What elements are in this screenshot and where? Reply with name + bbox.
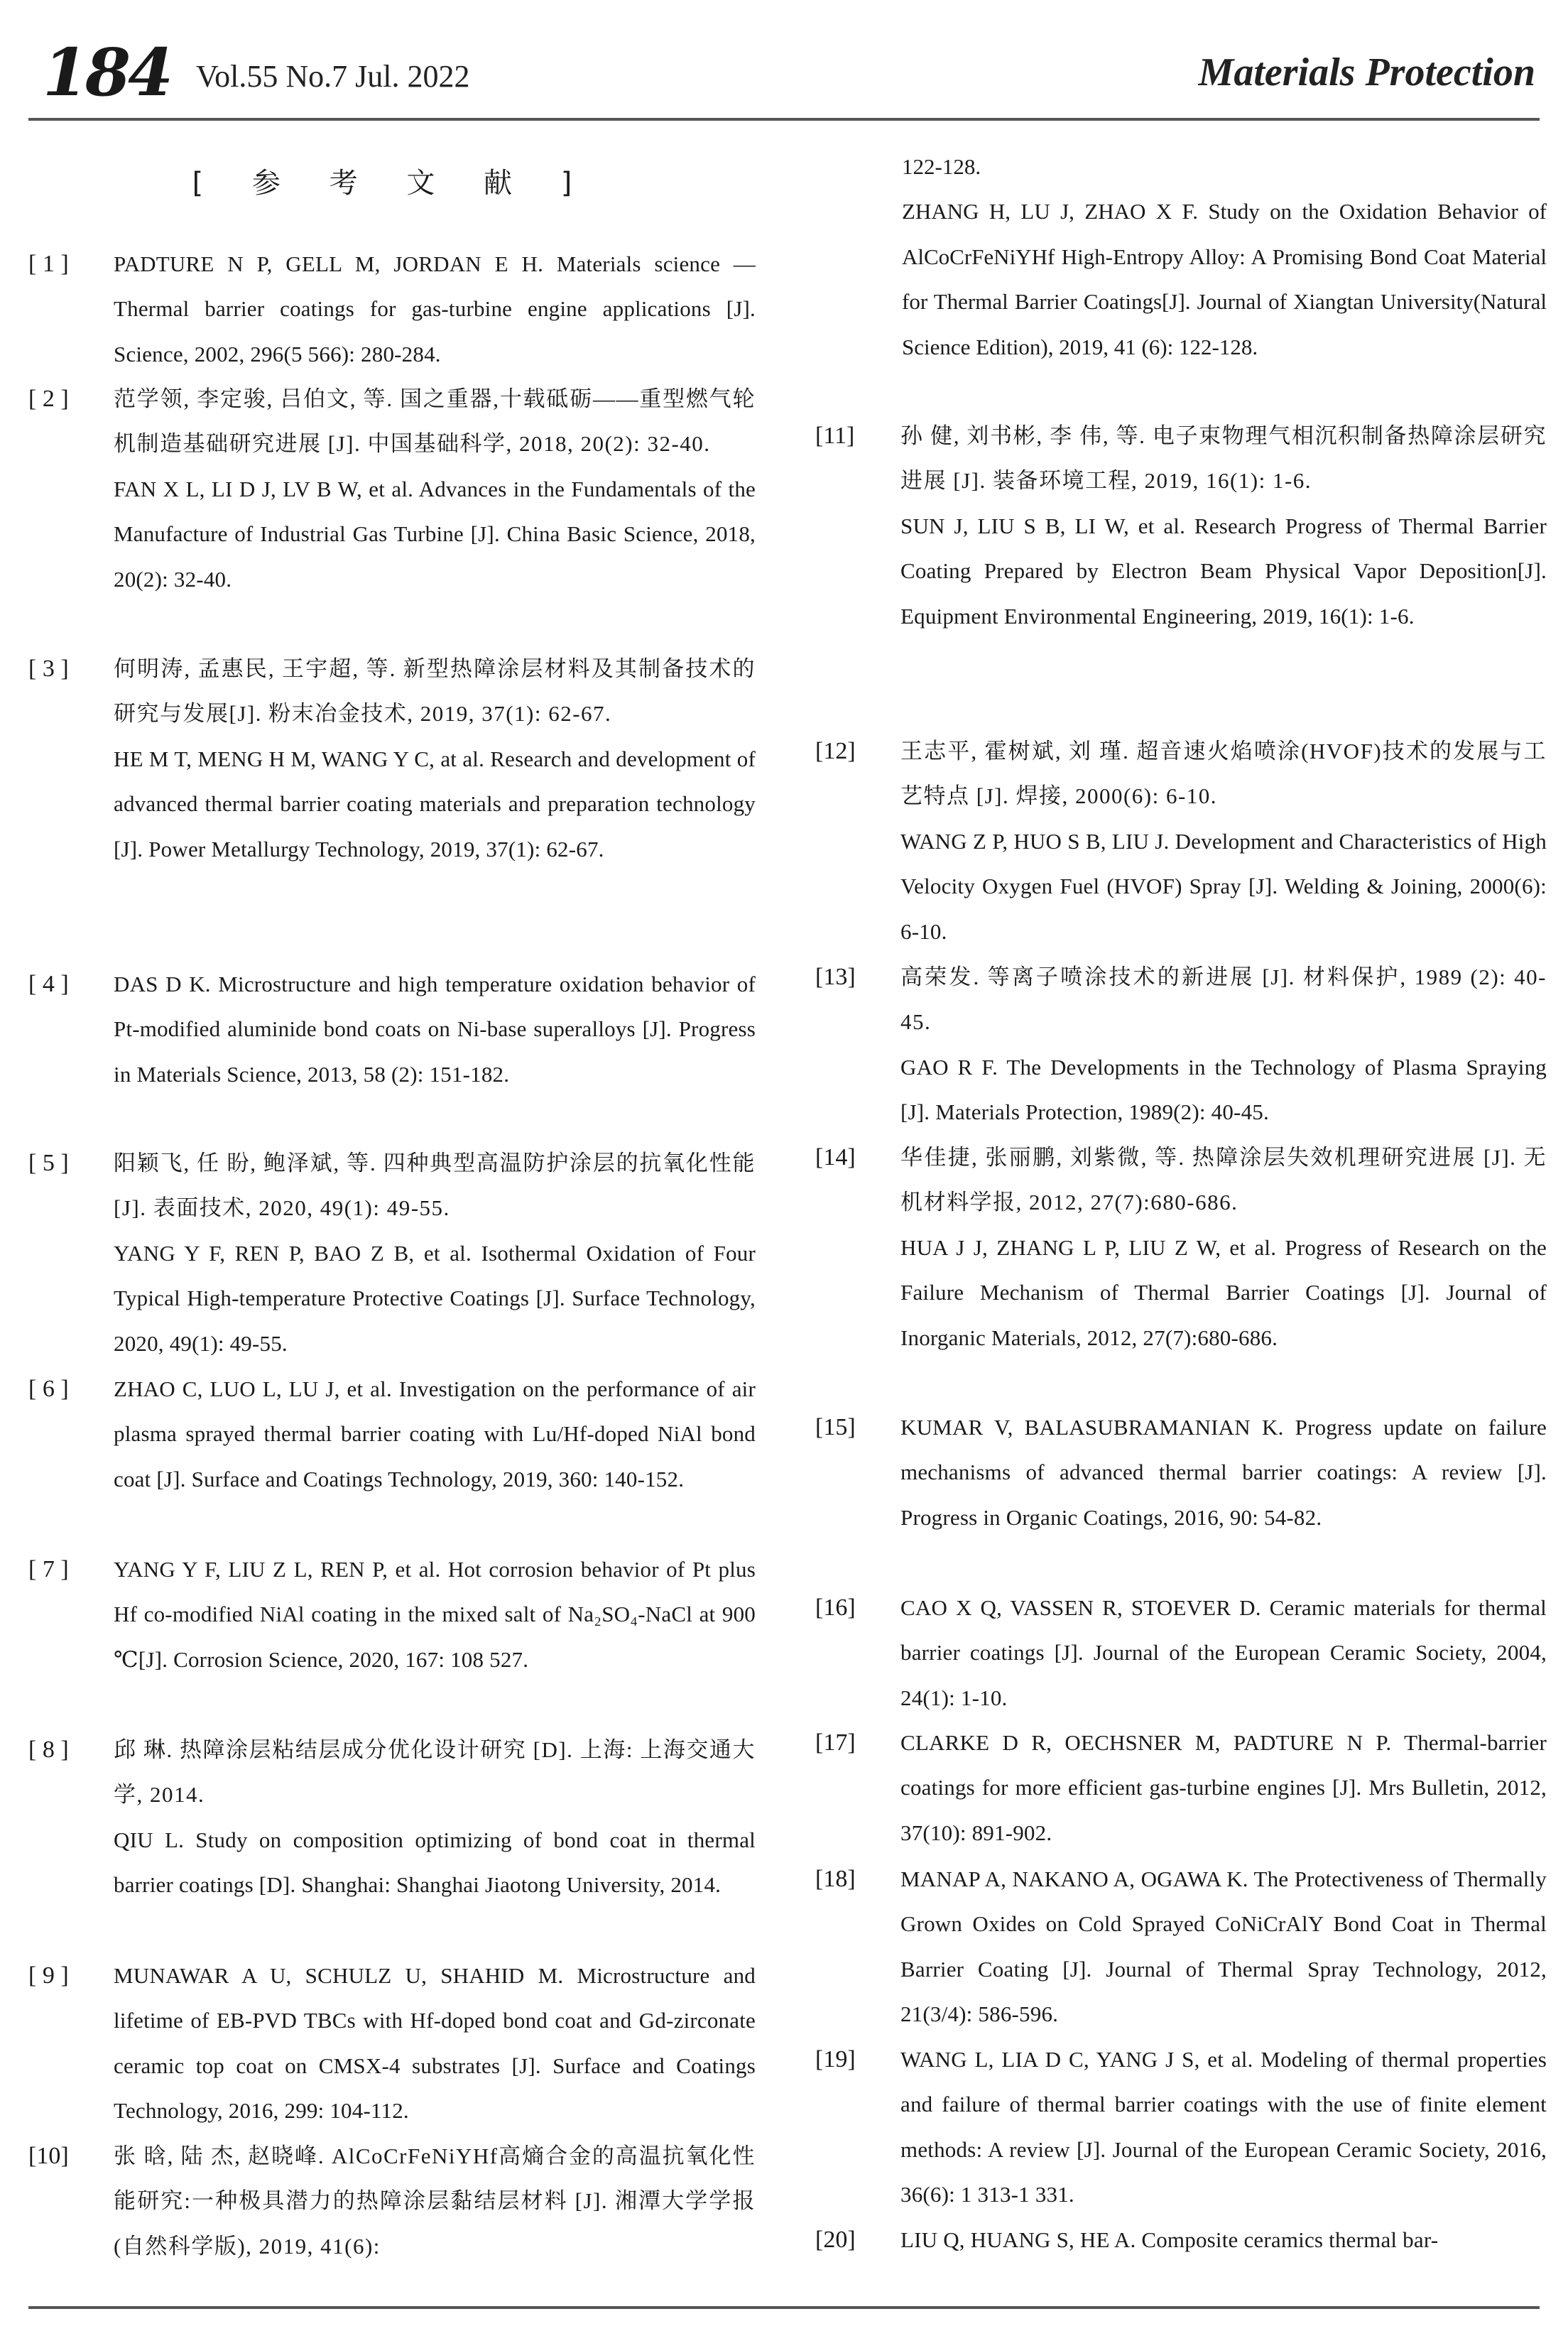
footer-rule xyxy=(28,2306,1540,2309)
reference-number: [ 9 ] xyxy=(28,1962,69,1989)
reference-item xyxy=(815,2037,1547,2217)
reference-line: HE M T, MENG H M, WANG Y C, at al. Research and development of advanced thermal barrier coating materials and preparation technology [J]. Power Metallurgy Technology, 2019, 37(1): 62-67. xyxy=(114,746,756,862)
reference-item xyxy=(28,1953,756,2134)
reference-number: [14] xyxy=(815,1144,856,1170)
reference-item xyxy=(815,1720,1547,1855)
reference-line: SUN J, LIU S B, LI W, et al. Research Progress of Thermal Barrier Coating Prepared by Electron Beam Physical Vapor Deposition[J]. Equipment Environmental Engineering, 2019, 16(1): 1-6. xyxy=(900,513,1547,629)
reference-line: MUNAWAR A U, SCHULZ U, SHAHID M. Microstructure and lifetime of EB-PVD TBCs with Hf-doped bond coat and Gd-zirconate ceramic top coat on CMSX-4 substrates [J]. Surface and Coatings Technology, 2016, 299: 104-112. xyxy=(114,1963,756,2124)
reference-number: [15] xyxy=(815,1414,856,1440)
reference-number: [13] xyxy=(815,964,856,990)
header-rule xyxy=(28,118,1540,121)
reference-number: [ 6 ] xyxy=(28,1376,69,1402)
reference-line: DAS D K. Microstructure and high temperature oxidation behavior of Pt-modified aluminide bond coats on Ni-base superalloys [J]. Progress in Materials Science, 2013, 58 (2): 151-182. xyxy=(114,972,756,1087)
reference-line: 邱 琳. 热障涂层粘结层成分优化设计研究 [D]. 上海: 上海交通大学, 2014. xyxy=(114,1737,756,1808)
reference-item xyxy=(28,962,756,1097)
reference-item xyxy=(28,1366,756,1501)
continuation-block xyxy=(902,144,1547,369)
reference-item xyxy=(815,1405,1547,1540)
issue-info: Vol.55 No.7 Jul. 2022 xyxy=(196,59,470,94)
reference-number: [ 7 ] xyxy=(28,1556,69,1582)
reference-line: 范学领, 李定骏, 吕伯文, 等. 国之重器,十载砥砺——重型燃气轮机制造基础研究进展 [J]. 中国基础科学, 2018, 20(2): 32-40. xyxy=(114,386,756,457)
reference-line: LIU Q, HUANG S, HE A. Composite ceramics thermal bar- xyxy=(900,2227,1439,2252)
reference-item xyxy=(815,729,1547,954)
reference-number: [19] xyxy=(815,2046,856,2072)
reference-item xyxy=(815,413,1547,639)
reference-number: [20] xyxy=(815,2227,856,2253)
reference-number: [ 1 ] xyxy=(28,251,69,277)
reference-line: CAO X Q, VASSEN R, STOEVER D. Ceramic materials for thermal barrier coatings [J]. Journal of the European Ceramic Society, 2004, 24(1): 1-10. xyxy=(900,1595,1547,1710)
reference-number: [10] xyxy=(28,2143,69,2169)
references-heading: [ 参 考 文 献 ] xyxy=(192,167,592,200)
reference-line: WANG Z P, HUO S B, LIU J. Development and Characteristics of High Velocity Oxygen Fuel (HVOF) Spray [J]. Welding & Joining, 2000(6): 6-10. xyxy=(900,828,1547,944)
reference-item xyxy=(815,955,1547,1135)
reference-item xyxy=(28,1141,756,1366)
reference-item xyxy=(28,2134,756,2268)
reference-number: [ 5 ] xyxy=(28,1150,69,1176)
reference-line: ZHANG H, LU J, ZHAO X F. Study on the Oxidation Behavior of AlCoCrFeNiYHf High-Entropy Alloy: A Promising Bond Coat Material for Thermal Barrier Coatings[J]. Journal of Xiangtan University(Natural Science Edition), 2019, 41 (6): 122-128. xyxy=(902,199,1547,359)
reference-line: HUA J J, ZHANG L P, LIU Z W, et al. Progress of Research on the Failure Mechanism of Thermal Barrier Coatings [J]. Journal of Inorganic Materials, 2012, 27(7):680-686. xyxy=(900,1234,1547,1350)
reference-item xyxy=(28,1727,756,1908)
reference-number: [16] xyxy=(815,1594,856,1621)
reference-number: [ 2 ] xyxy=(28,386,69,412)
reference-number: [ 4 ] xyxy=(28,971,69,997)
reference-line: 华佳捷, 张丽鹏, 刘紫微, 等. 热障涂层失效机理研究进展 [J]. 无机材料学报, 2012, 27(7):680-686. xyxy=(900,1145,1547,1215)
reference-line: MANAP A, NAKANO A, OGAWA K. The Protectiveness of Thermally Grown Oxides on Cold Sprayed CoNiCrAlY Bond Coat in Thermal Barrier Coating [J]. Journal of Thermal Spray Technology, 2012, 21(3/4): 586-596. xyxy=(900,1867,1547,2027)
reference-line: 高荣发. 等离子喷涂技术的新进展 [J]. 材料保护, 1989 (2): 40-45. xyxy=(900,965,1547,1035)
reference-item xyxy=(28,646,756,871)
reference-line: PADTURE N P, GELL M, JORDAN E H. Materials science — Thermal barrier coatings for gas-turbine engine applications [J]. Science, 2002, 296(5 566): 280-284. xyxy=(114,251,756,366)
reference-number: [ 8 ] xyxy=(28,1737,69,1763)
reference-line: GAO R F. The Developments in the Technology of Plasma Spraying [J]. Materials Protection, 1989(2): 40-45. xyxy=(900,1054,1547,1125)
reference-item xyxy=(28,1547,756,1682)
reference-item xyxy=(28,241,756,376)
reference-number: [ 3 ] xyxy=(28,656,69,682)
reference-item xyxy=(815,1135,1547,1360)
reference-line: FAN X L, LI D J, LV B W, et al. Advances in the Fundamentals of the Manufacture of Industrial Gas Turbine [J]. China Basic Science, 2018, 20(2): 32-40. xyxy=(114,476,756,592)
reference-line: CLARKE D R, OECHSNER M, PADTURE N P. Thermal-barrier coatings for more efficient gas-turbine engines [J]. Mrs Bulletin, 2012, 37(10): 891-902. xyxy=(900,1730,1547,1845)
reference-line: ZHAO C, LUO L, LU J, et al. Investigation on the performance of air plasma sprayed thermal barrier coating with Lu/Hf-doped NiAl bond coat [J]. Surface and Coatings Technology, 2019, 360: 140-152. xyxy=(114,1376,756,1491)
reference-item xyxy=(815,1857,1547,2037)
reference-number: [12] xyxy=(815,738,856,764)
reference-line: WANG L, LIA D C, YANG J S, et al. Modeling of thermal properties and failure of thermal barrier coatings with the use of finite element methods: A review [J]. Journal of the European Ceramic Society, 2016, 36(6): 1 313-1 331. xyxy=(900,2047,1547,2207)
reference-line: YANG Y F, LIU Z L, REN P, et al. Hot corrosion behavior of Pt plus Hf co-modified NiAl coating in the mixed salt of Na₂SO₄-NaCl at 900 ℃[J]. Corrosion Science, 2020, 167: 108 527. xyxy=(114,1557,756,1672)
reference-item xyxy=(28,376,756,602)
journal-name: Materials Protection xyxy=(1198,50,1535,94)
reference-number: [17] xyxy=(815,1729,856,1756)
reference-number: [18] xyxy=(815,1866,856,1892)
reference-item xyxy=(815,1585,1547,1720)
reference-line: 孙 健, 刘书彬, 李 伟, 等. 电子束物理气相沉积制备热障涂层研究进展 [J]. 装备环境工程, 2019, 16(1): 1-6. xyxy=(900,423,1547,494)
reference-line: 阳颖飞, 任 盼, 鲍泽斌, 等. 四种典型高温防护涂层的抗氧化性能 [J]. 表面技术, 2020, 49(1): 49-55. xyxy=(114,1151,756,1221)
reference-line: KUMAR V, BALASUBRAMANIAN K. Progress update on failure mechanisms of advanced thermal barrier coatings: A review [J]. Progress in Organic Coatings, 2016, 90: 54-82. xyxy=(900,1415,1547,1530)
reference-line: 王志平, 霍树斌, 刘 瑾. 超音速火焰喷涂(HVOF)技术的发展与工艺特点 [J]. 焊接, 2000(6): 6-10. xyxy=(900,739,1547,809)
reference-line: 何明涛, 孟惠民, 王宇超, 等. 新型热障涂层材料及其制备技术的研究与发展[J]. 粉末冶金技术, 2019, 37(1): 62-67. xyxy=(114,656,756,727)
reference-line: QIU L. Study on composition optimizing of bond coat in thermal barrier coatings [D]. Shanghai: Shanghai Jiaotong University, 2014. xyxy=(114,1827,756,1898)
continuation-line: 122-128. xyxy=(902,154,981,179)
reference-item xyxy=(815,2217,1547,2262)
reference-number: [11] xyxy=(815,423,855,449)
page-number: 184 xyxy=(43,34,171,111)
reference-line: YANG Y F, REN P, BAO Z B, et al. Isothermal Oxidation of Four Typical High-temperature Protective Coatings [J]. Surface Technology, 2020, 49(1): 49-55. xyxy=(114,1240,756,1356)
reference-line: 张 晗, 陆 杰, 赵晓峰. AlCoCrFeNiYHf高熵合金的高温抗氧化性能研究:一种极具潜力的热障涂层黏结层材料 [J]. 湘潭大学学报(自然科学版), 2019, 41(6): xyxy=(114,2143,756,2259)
page-header xyxy=(28,36,1540,121)
